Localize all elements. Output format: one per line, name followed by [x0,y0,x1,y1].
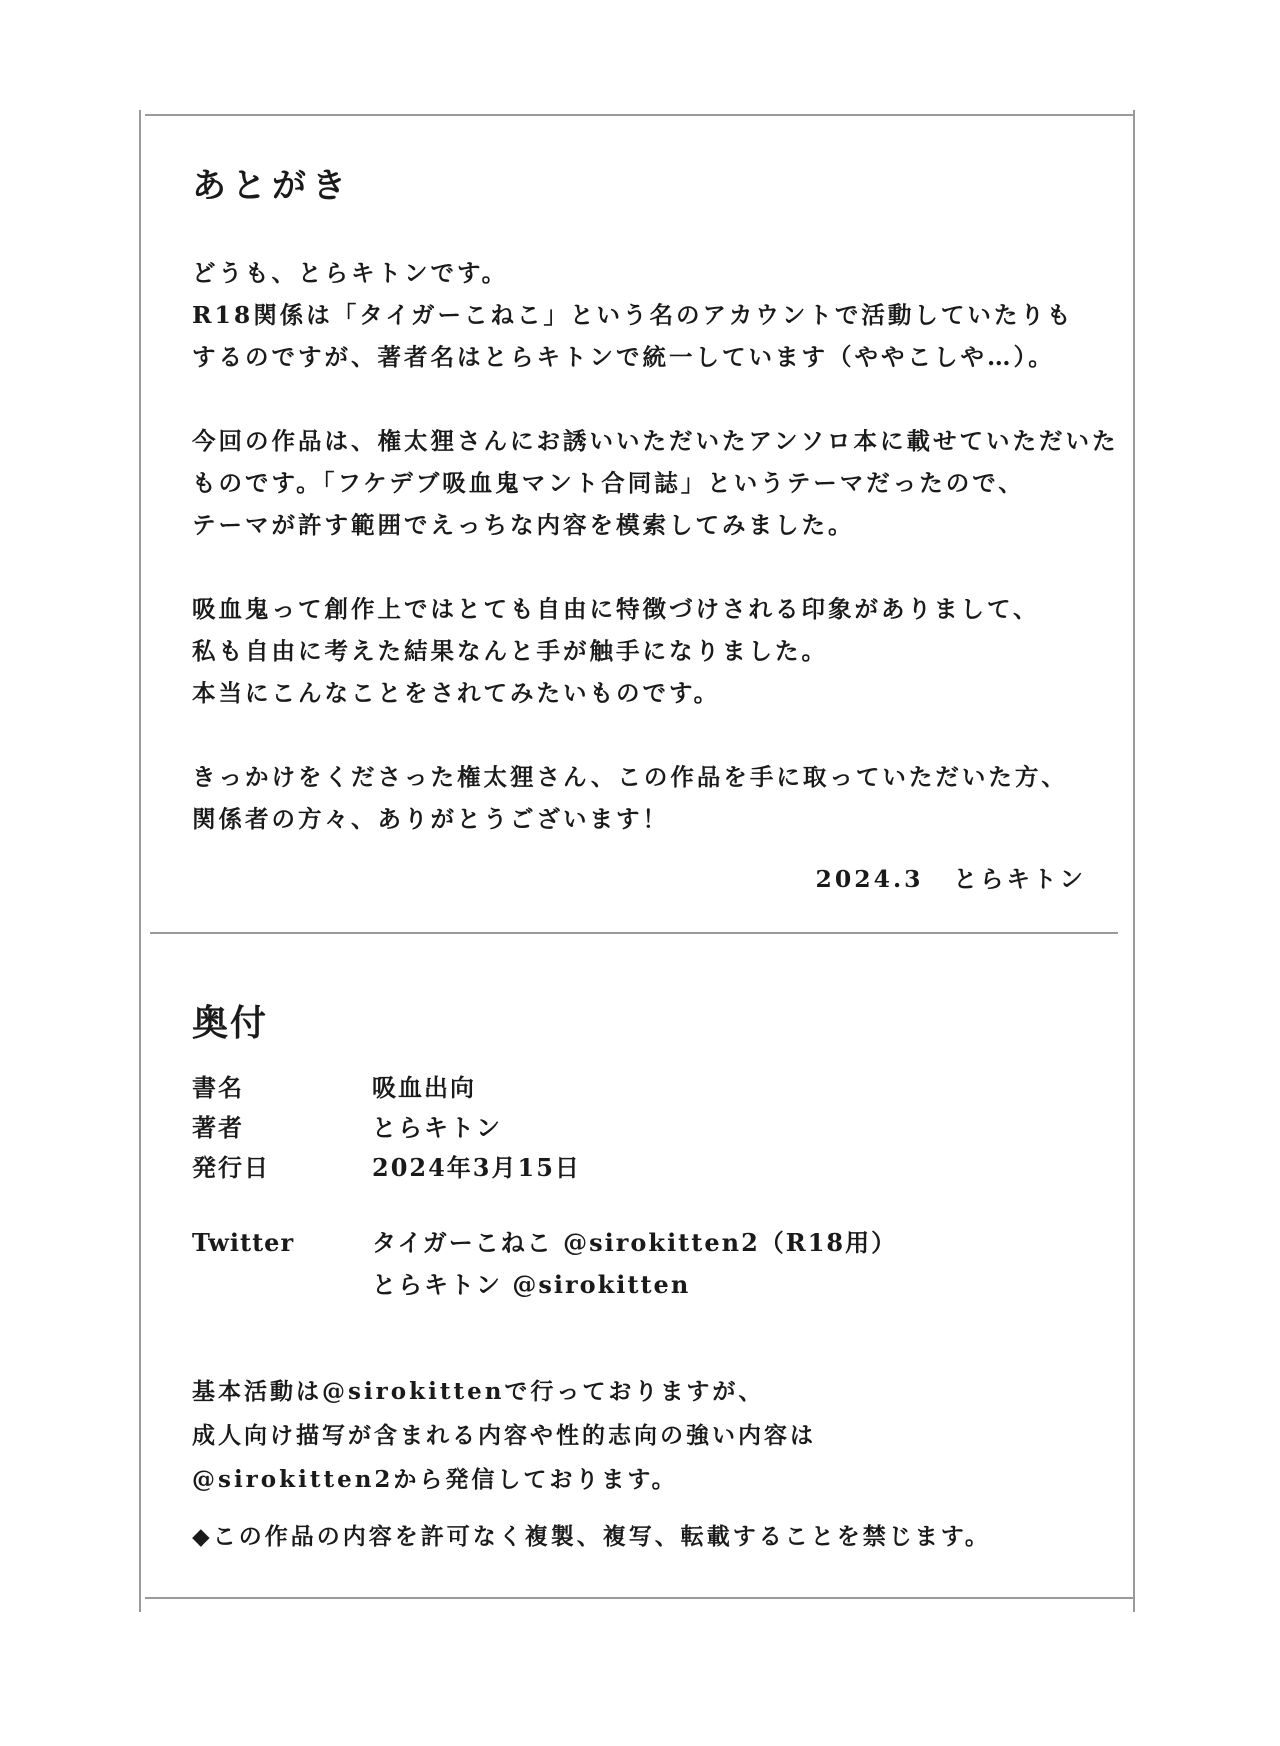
afterword-paragraph-4 [192,756,1068,840]
info-row-date [192,1148,581,1188]
bottom-border [145,1597,1135,1599]
info-key: 著者 [192,1113,244,1142]
text-line: するのですが、著者名はとらキトンで統一しています（ややこしや…）。 [192,343,1055,371]
text-line: 今回の作品は、権太狸さんにお誘いいただいたアンソロ本に載せていただいた [192,427,1119,455]
copyright-notice [192,1516,991,1558]
info-row-title [192,1068,581,1108]
afterword-paragraph-3 [192,588,1040,714]
info-key: 発行日 [192,1153,270,1182]
twitter-accounts [372,1222,897,1306]
afterword-title: あとがき [192,166,352,206]
info-value: 2024年3月15日 [372,1153,581,1182]
text-line: 成人向け描写が含まれる内容や性的志向の強い内容は [192,1422,816,1449]
section-divider [150,932,1118,934]
afterword-signature [816,860,1086,894]
text-line: テーマが許す範囲でえっちな内容を模索してみました。 [192,511,855,539]
info-value: 吸血出向 [372,1073,476,1102]
text-line: @sirokitten2から発信しております。 [192,1466,678,1493]
twitter-label: Twitter [192,1228,295,1257]
info-key: 書名 [192,1073,244,1102]
text-line: 私も自由に考えた結果なんと手が触手になりました。 [192,637,828,665]
colophon-title: 奥付 [192,1002,269,1044]
colophon-info [192,1068,581,1188]
text-line: 関係者の方々、ありがとうございます！ [192,805,669,833]
twitter-info [192,1222,897,1306]
text-line: R18関係は「タイガーこねこ」という名のアカウントで活動していたりも [192,301,1074,329]
info-value: とらキトン [372,1113,502,1142]
twitter-account: とらキトン @sirokitten [372,1270,691,1299]
text-line: ものです。「フケデブ吸血鬼マント合同誌」というテーマだったので、 [192,469,1025,497]
signature-name: とらキトン [953,865,1086,893]
afterword-paragraph-2 [192,420,1119,546]
right-border [1133,110,1135,1612]
afterword-paragraph-1 [192,252,1073,378]
text-line: ◆この作品の内容を許可なく複製、複写、転載することを禁じます。 [192,1523,991,1550]
text-line: きっかけをくださった権太狸さん、この作品を手に取っていただいた方、 [192,763,1068,791]
colophon-notes [192,1370,816,1502]
text-line: 吸血鬼って創作上ではとても自由に特徴づけされる印象がありまして、 [192,595,1040,623]
text-line: 本当にこんなことをされてみたいものです。 [192,679,721,707]
left-border [139,110,141,1612]
signature-date: 2024.3 [815,865,924,893]
top-border [145,114,1135,116]
text-line: 基本活動は@sirokittenで行っておりますが、 [192,1378,765,1405]
twitter-account: タイガーこねこ @sirokitten2（R18用） [372,1228,898,1257]
text-line: どうも、とらキトンです。 [192,259,509,287]
info-row-author [192,1108,581,1148]
